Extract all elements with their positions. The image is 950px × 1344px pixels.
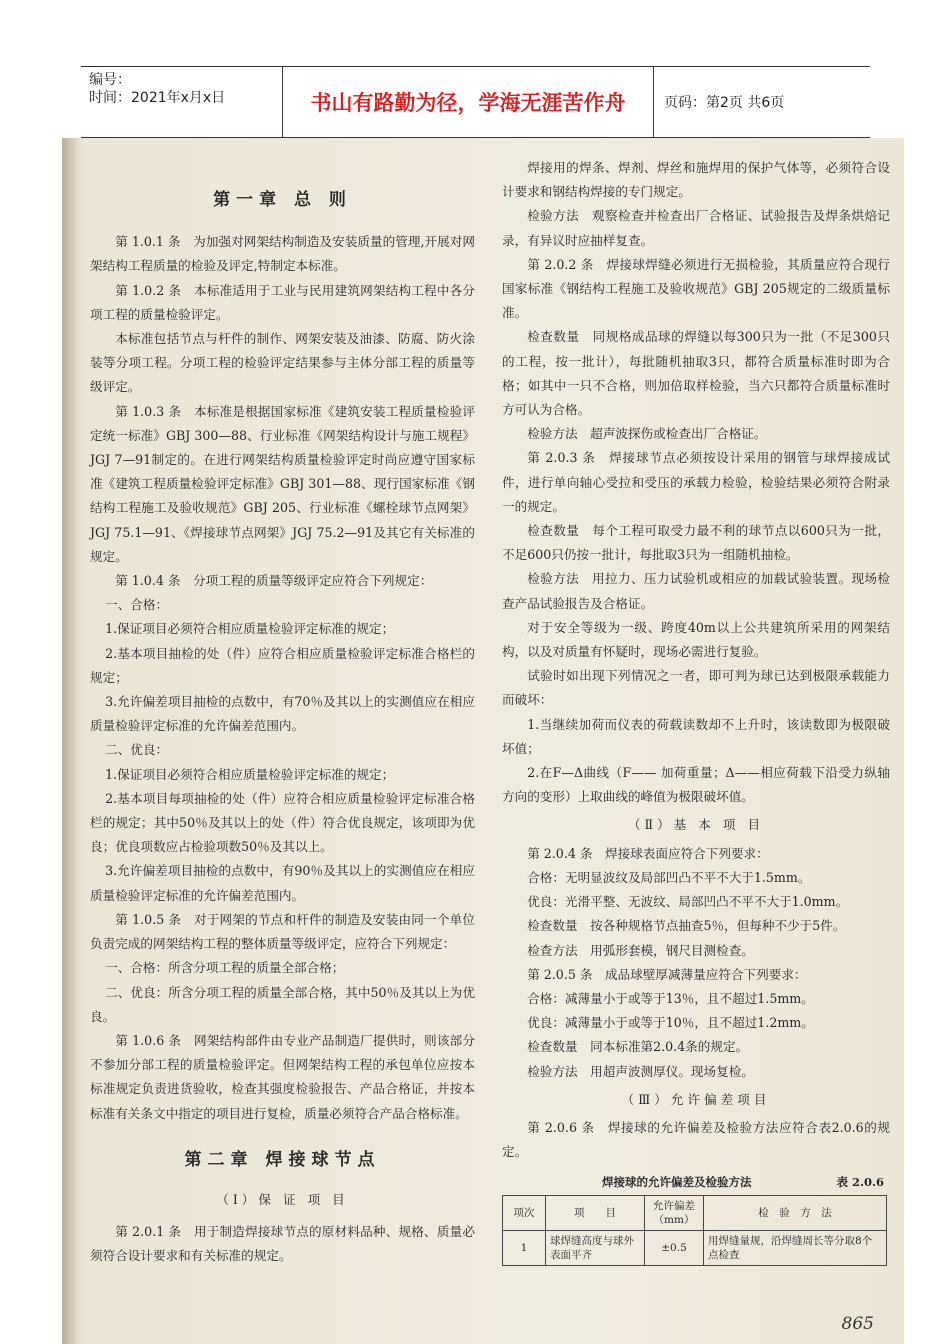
right-para-6: 检验方法 用拉力、压力试验机或相应的加载试验装置。现场检查产品试验报告及合格证。 [502,571,890,611]
article-2-0-1: 第 2.0.1 条 用于制造焊接球节点的原材料品种、规格、质量必须符合设计要求和有关标准的规定。 [90,1224,475,1264]
section-guarantee-items: （Ⅰ）保 证 项 目 [216,1191,349,1207]
right-para-16: 优良：减薄量小于或等于10％，且不超过1.2mm。 [527,1015,814,1031]
article-1-0-5: 第 1.0.5 条 对于网架的节点和杆件的制造及安装由同一个单位负责完成的网架结构工程的整体质量等级评定，应符合下列规定： [90,911,475,952]
table-cell: 用焊缝量规，沿焊缝周长等分取8个点检查 [704,1230,887,1265]
table-header-cell: 检 验 方 法 [704,1195,887,1230]
right-para-7: 对于安全等级为一级、跨度40m以上公共建筑所采用的网架结构，以及对质量有怀疑时，现场必需进行复验。 [502,619,890,660]
chapter2-title: 第二章 焊接球节点 [184,1149,381,1170]
grade-good-item-2: 2.基本项目每项抽检的处（件）应符合相应质量检验评定标准合格栏的规定；其中50％及其以上的处（件）符合优良规定，该项即为优良；优良项数应占检验项数50％及其以上。 [90,790,475,855]
tolerance-table [502,1195,887,1266]
article-1-0-4: 第 1.0.4 条 分项工程的质量等级评定应符合下列规定： [115,573,433,589]
article-2-0-4: 第 2.0.4 条 焊接球表面应符合下列要求： [527,845,769,861]
right-para-5: 检查数量 每个工程可取受力最不利的球节点以600只为一批，不足600只仍按一批计，每批取3只为一组随机抽检。 [502,523,890,563]
table-header-cell: 项 目 [546,1195,645,1230]
table-cell: ±0.5 [645,1230,704,1265]
article-1-0-2-detail: 本标准包括节点与杆件的制作、网架安装及油漆、防腐、防火涂装等分项工程。分项工程的检验评定结果参与主体分部工程的质量等级评定。 [90,331,475,395]
table-cell: 1 [503,1230,546,1265]
table-title: 焊接球的允许偏差及检验方法 [602,1175,752,1190]
grade-pass-heading: 一、合格： [105,597,169,613]
right-para-10: 2.在F—Δ曲线（F—— 加荷重量；Δ——相应荷载下沿受力纵轴方向的变形）上取曲线的峰值为极限破坏值。 [502,765,890,805]
section-basic-items: （Ⅱ）基 本 项 目 [627,817,765,833]
right-para-11: 合格：无明显波纹及局部凹凸不平不大于1.5mm。 [527,869,811,885]
page-edge-shadow [62,138,76,1344]
right-para-8: 试验时如出现下列情况之一者，即可判为球已达到极限承载能力而破坏： [502,668,890,708]
grade-pass-item-3: 3.允许偏差项目抽检的点数中，有70％及其以上的实测值应在相应质量检验评定标准的允许偏差范围内。 [90,694,475,734]
article-1-0-6: 第 1.0.6 条 网架结构部件由专业产品制造厂提供时，则该部分不参加分部工程的质量检验评定。但网架结构工程的承包单位应按本标准规定负责进货验收，检查其强度检验报告、产品合格证，并按本标准有关条文中指定的项目进行复检，质量必须符合产品合格标准。 [90,1032,475,1121]
article-1-0-2: 第 1.0.2 条 本标准适用于工业与民用建筑网架结构工程中各分项工程的质量检验评定。 [90,282,475,322]
page-number: 865 [841,1314,874,1334]
table-number: 表 2.0.6 [836,1175,884,1190]
left-column [90,188,475,1269]
right-para-9: 1.当继续加荷而仪表的荷载读数却不上升时，该读数即为极限破坏值； [502,716,890,756]
right-para-13: 检查数量 按各种规格节点抽查5％，但每种不少于5件。 [527,918,846,934]
document-header [81,66,870,138]
right-para-17: 检查数量 同本标准第2.0.4条的规定。 [527,1039,749,1055]
grade-good-heading: 二、优良： [105,742,169,758]
right-para-4: 检验方法 超声波探伤或检查出厂合格证。 [527,426,767,442]
time-label: 时间：2021年x月x日 [89,90,226,106]
grade-good-item-1: 1.保证项目必须符合相应质量检验评定标准的规定； [105,766,395,782]
article-1-0-5-item-1: 一、合格：所含分项工程的质量全部合格； [105,960,345,976]
right-column [502,156,890,1266]
article-2-0-6: 第 2.0.6 条 焊接球的允许偏差及检验方法应符合表2.0.6的规定。 [502,1119,890,1160]
article-1-0-1: 第 1.0.1 条 为加强对网架结构制造及安装质量的管理,开展对网架结构工程质量的检验及评定,特制定本标准。 [90,234,475,274]
table-header-row [503,1195,887,1230]
article-1-0-5-item-2: 二、优良：所含分项工程的质量全部合格，其中50％及其以上为优良。 [90,984,475,1024]
article-1-0-3: 第 1.0.3 条 本标准是根据国家标准《建筑安装工程质量检验评定统一标准》GBJ 300—88、行业标准《网架结构设计与施工规程》JGJ 7—91制定的。在进行网架结构质量检验评定时尚应遵守国家标准《建筑工程质量检验评定标准》GBJ 301—88、现行国家标准《钢结构工程施工及验收规范》GBJ 205、行业标准《螺栓球节点网架》JGJ 75.1—91、《焊接球节点网架》JGJ 75.2—91及其它有关标准的规定。 [90,403,475,564]
right-para-2: 检验方法 观察检查并检查出厂合格证、试验报告及焊条烘焙记录，有异议时应抽样复查。 [502,208,890,248]
table-row [503,1230,887,1265]
grade-pass-item-2: 2.基本项目抽检的处（件）应符合相应质量检验评定标准合格栏的规定； [90,645,475,685]
table-caption [502,1170,890,1194]
chapter1-title: 第一章 总 则 [213,190,352,210]
table-header-cell: 项次 [503,1195,546,1230]
right-para-1: 焊接用的焊条、焊剂、焊丝和施焊用的保护气体等，必须符合设计要求和钢结构焊接的专门规定。 [502,160,890,200]
header-motto: 书山有路勤为径，学海无涯苦作舟 [283,67,654,137]
header-meta [81,67,283,137]
right-para-18: 检验方法 用超声波测厚仪。现场复检。 [527,1063,754,1079]
table-cell: 球焊缝高度与球外表面平齐 [546,1230,645,1265]
page-info: 页码：第2页 共6页 [664,95,785,111]
scanned-page [62,138,904,1344]
section-tolerance-items: （Ⅲ）允许偏差项目 [621,1091,771,1107]
grade-good-item-3: 3.允许偏差项目抽检的点数中，有90％及其以上的实测值应在相应质量检验评定标准的允许偏差范围内。 [90,863,475,903]
right-para-15: 合格：减薄量小于或等于13％，且不超过1.5mm。 [527,990,814,1006]
right-para-12: 优良：光滑平整、无波纹、局部凹凸不平不大于1.0mm。 [527,894,849,910]
article-2-0-5: 第 2.0.5 条 成品球壁厚减薄量应符合下列要求： [527,966,807,982]
grade-pass-item-1: 1.保证项目必须符合相应质量检验评定标准的规定； [105,621,395,637]
right-para-14: 检查方法 用弧形套模，钢尺目测检查。 [527,942,754,958]
article-2-0-3: 第 2.0.3 条 焊接球节点必须按设计采用的钢管与球焊接成试件，进行单向轴心受拉和受压的承载力检验，检验结果必须符合附录一的规定。 [502,450,890,514]
right-para-3: 检查数量 同规格成品球的焊缝以每300只为一批（不足300只的工程，按一批计），每批随机抽取3只，都符合质量标准时即为合格；如其中一只不合格，则加倍取样检验，当六只都符合质量标准时方可认为合格。 [502,329,890,418]
table-header-cell: 允许偏差（mm） [645,1195,704,1230]
article-2-0-2: 第 2.0.2 条 焊接球焊缝必须进行无损检验，其质量应符合现行国家标准《钢结构工程施工及验收规范》GBJ 205规定的二级质量标准。 [502,256,890,321]
number-label: 编号： [89,72,131,88]
